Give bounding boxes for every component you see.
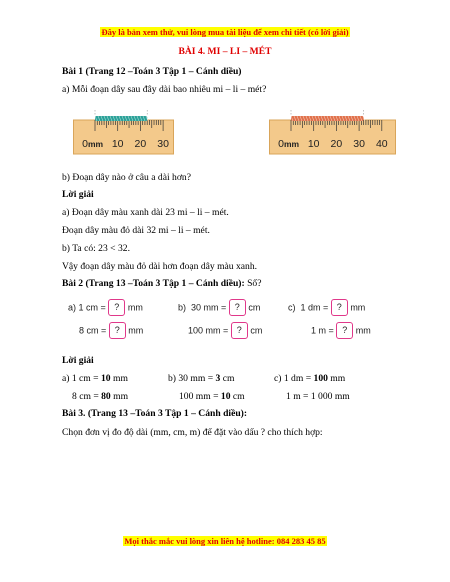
ruler-1	[73, 110, 174, 156]
ruler-label: 40	[375, 138, 388, 150]
conv-c-label: c)	[288, 302, 296, 313]
ex1-sol-b1: b) Ta có: 23 < 32.	[62, 243, 130, 254]
ex1-sol-a2: Đoạn dây màu đỏ dài 32 mi – li – mét.	[62, 225, 210, 236]
ans-c1: c) 1 dm = 100 mm	[274, 373, 346, 384]
ruler-unit-label: mm	[88, 139, 104, 149]
ruler-label: 0	[82, 138, 88, 150]
ruler-label: 0	[278, 138, 284, 150]
ex1-solution-label: Lời giải	[62, 189, 94, 200]
ruler-label: 10	[307, 138, 320, 150]
ruler-label: 10	[111, 138, 124, 150]
answer-box[interactable]: ?	[108, 299, 125, 316]
ex1-title: Bài 1 (Trang 12 –Toán 3 Tập 1 – Cánh diều)	[62, 66, 242, 77]
rope	[291, 116, 365, 121]
ans-b2: 100 mm = 10 cm	[179, 391, 245, 402]
ex2-title: Bài 2 (Trang 13 –Toán 3 Tập 1 – Cánh diều):	[62, 278, 245, 289]
ruler-2-graphic	[269, 110, 396, 156]
answer-box[interactable]: ?	[336, 322, 353, 339]
preview-banner: Đây là bản xem thử, vui lòng mua tài liệu để xem chi tiết (có lời giải)	[101, 27, 349, 37]
ruler-1-graphic	[73, 110, 174, 156]
answer-box[interactable]: ?	[331, 299, 348, 316]
ex3-text: Chọn đơn vị đo độ dài (mm, cm, m) để đặt vào dấu ? cho thích hợp:	[62, 427, 323, 438]
ruler-label: 30	[353, 138, 365, 150]
ex1-sol-b2: Vậy đoạn dây màu đỏ dài hơn đoạn dây màu xanh.	[62, 261, 258, 272]
ans-a1: a) 1 cm = 10 mm	[62, 373, 128, 384]
ans-c2: 1 m = 1 000 mm	[286, 391, 350, 402]
ex1-question-a: a) Mỗi đoạn dây sau đây dài bao nhiêu mi – li – mét?	[62, 84, 267, 95]
conv-a2: 8 cm = ? mm	[79, 322, 143, 339]
rope	[95, 116, 148, 121]
conv-c1: c) 1 dm = ? mm	[288, 299, 365, 316]
conv-a-label: a)	[68, 302, 77, 313]
ex1-question-b: b) Đoạn dây nào ở câu a dài hơn?	[62, 172, 191, 183]
ans-a2: 8 cm = 80 mm	[72, 391, 129, 402]
conv-b2: 100 mm = ? cm	[188, 322, 262, 339]
ruler-2	[269, 110, 396, 156]
ruler-unit-label: mm	[284, 139, 300, 149]
ex3-title: Bài 3. (Trang 13 –Toán 3 Tập 1 – Cánh diều):	[62, 408, 248, 419]
conv-a1: a) 1 cm = ? mm	[68, 299, 143, 316]
ruler-label: 30	[157, 138, 169, 150]
ans-b1: b) 30 mm = 3 cm	[168, 373, 235, 384]
ex2-title-tail: Số?	[244, 278, 262, 289]
ex2-title-line	[62, 278, 261, 289]
lesson-title: BÀI 4. MI – LI – MÉT	[178, 46, 272, 57]
ex2-solution-label: Lời giải	[62, 355, 94, 366]
conv-b1: b) 30 mm = ? cm	[178, 299, 260, 316]
answer-box[interactable]: ?	[231, 322, 248, 339]
answer-box[interactable]: ?	[109, 322, 126, 339]
ruler-label: 20	[134, 138, 147, 150]
conv-c2: 1 m = ? mm	[311, 322, 371, 339]
answer-box[interactable]: ?	[229, 299, 246, 316]
conv-b-label: b)	[178, 302, 187, 313]
ex1-sol-a1: a) Đoạn dây màu xanh dài 23 mi – li – mét.	[62, 207, 229, 218]
ruler-label: 20	[330, 138, 343, 150]
hotline-banner: Mọi thắc mắc vui lòng xin liên hệ hotline: 084 283 45 85	[124, 536, 326, 546]
